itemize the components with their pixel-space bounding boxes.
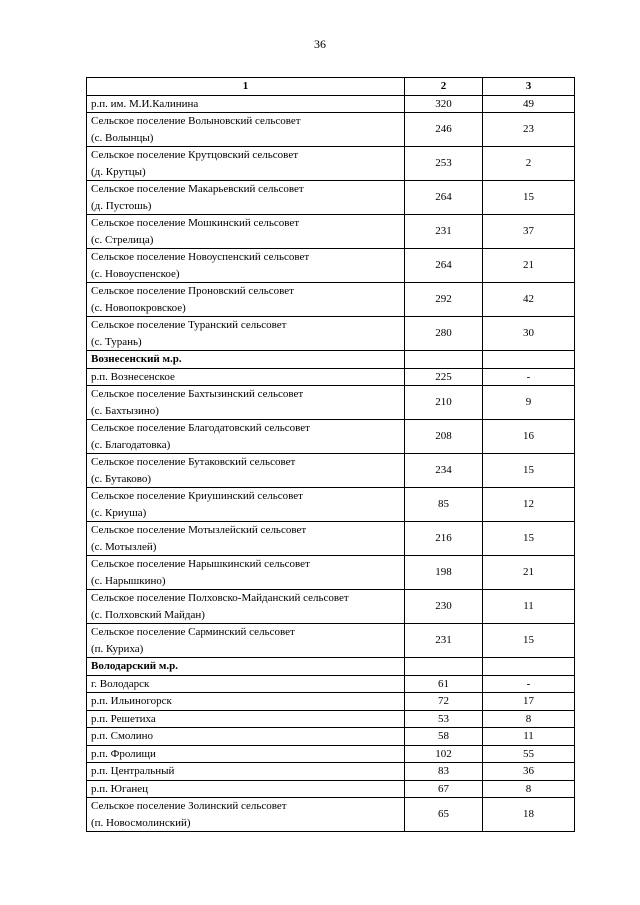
- settlement-name-line: г. Володарск: [91, 677, 150, 690]
- value-col-3-cell: 9: [483, 386, 575, 420]
- settlement-name-line: Вознесенский м.р.: [91, 353, 182, 365]
- settlement-name-line: Сельское поселение Благодатовский сельсовет: [91, 422, 310, 434]
- settlement-name-line: (п. Куриха): [91, 642, 144, 655]
- value-col-3-cell: 15: [483, 454, 575, 488]
- value-col-2-cell: 58: [405, 728, 483, 746]
- settlement-name-line: Володарский м.р.: [91, 660, 178, 672]
- value-col-3-cell: 12: [483, 488, 575, 522]
- settlement-name-line: Сельское поселение Полховско-Майданский сельсовет: [91, 592, 349, 604]
- value-col-2-cell: 67: [405, 780, 483, 798]
- settlement-name-line: р.п. Центральный: [91, 765, 175, 777]
- settlement-name-line: (д. Крутцы): [91, 165, 146, 178]
- settlement-name-cell: [87, 798, 405, 832]
- value-col-3-cell: 21: [483, 556, 575, 590]
- value-col-3-cell: -: [483, 675, 575, 693]
- settlement-name-cell: [87, 454, 405, 488]
- value-col-2-cell: 231: [405, 624, 483, 658]
- table-row: [87, 368, 575, 386]
- value-col-3-cell: [483, 351, 575, 369]
- value-col-3-cell: 55: [483, 745, 575, 763]
- value-col-2-cell: 234: [405, 454, 483, 488]
- value-col-3-cell: 17: [483, 693, 575, 711]
- settlement-name-cell: [87, 556, 405, 590]
- value-col-2-cell: 231: [405, 215, 483, 249]
- value-col-2-cell: 85: [405, 488, 483, 522]
- settlement-name-line: р.п. Решетиха: [91, 712, 156, 725]
- value-col-2-cell: 102: [405, 745, 483, 763]
- value-col-3-cell: 15: [483, 624, 575, 658]
- value-col-2-cell: 253: [405, 147, 483, 181]
- settlement-name-line: (п. Новосмолинский): [91, 816, 191, 829]
- settlement-name-line: (с. Новопокровское): [91, 301, 186, 314]
- settlement-name-cell: [87, 181, 405, 215]
- value-col-3-cell: 11: [483, 728, 575, 746]
- settlement-name-line: р.п. им. М.И.Калинина: [91, 97, 199, 110]
- table-row: [87, 710, 575, 728]
- settlement-name-line: (с. Турань): [91, 335, 142, 348]
- value-col-2-cell: 264: [405, 181, 483, 215]
- settlement-name-line: Сельское поселение Проновский сельсовет: [91, 285, 294, 297]
- value-col-2-cell: 280: [405, 317, 483, 351]
- settlement-name-cell: [87, 624, 405, 658]
- settlement-name-cell: [87, 95, 405, 113]
- value-col-3-cell: 15: [483, 522, 575, 556]
- value-col-3-cell: 2: [483, 147, 575, 181]
- value-col-2-cell: 53: [405, 710, 483, 728]
- table-row: [87, 522, 575, 556]
- value-col-3-cell: 15: [483, 181, 575, 215]
- value-col-2-cell: 216: [405, 522, 483, 556]
- settlement-name-cell: [87, 283, 405, 317]
- value-col-3-cell: 30: [483, 317, 575, 351]
- settlement-name-line: Сельское поселение Бахтызинский сельсовет: [91, 388, 304, 400]
- value-col-2-cell: 208: [405, 420, 483, 454]
- value-col-2-cell: 292: [405, 283, 483, 317]
- value-col-3-cell: 16: [483, 420, 575, 454]
- settlement-name-line: Сельское поселение Туранский сельсовет: [91, 319, 287, 331]
- table-row: [87, 113, 575, 147]
- value-col-2-cell: 210: [405, 386, 483, 420]
- table-row: [87, 454, 575, 488]
- settlements-table: [86, 77, 575, 832]
- value-col-3-cell: [483, 658, 575, 676]
- settlement-name-line: р.п. Фролищи: [91, 747, 156, 760]
- value-col-2-cell: 225: [405, 368, 483, 386]
- settlement-name-line: Сельское поселение Криушинский сельсовет: [91, 490, 303, 502]
- settlement-name-line: (с. Мотызлей): [91, 540, 157, 553]
- value-col-2-cell: [405, 658, 483, 676]
- settlement-name-cell: [87, 728, 405, 746]
- table-header-row: [87, 78, 575, 96]
- value-col-3-cell: 49: [483, 95, 575, 113]
- table-row: [87, 386, 575, 420]
- settlement-name-cell: [87, 488, 405, 522]
- settlement-name-line: р.п. Смолино: [91, 730, 154, 742]
- table-row: [87, 249, 575, 283]
- table-row: [87, 283, 575, 317]
- header-col-3: 3: [483, 78, 575, 96]
- table-row: [87, 798, 575, 832]
- settlement-name-line: Сельское поселение Новоуспенский сельсовет: [91, 251, 310, 263]
- settlement-name-line: (с. Новоуспенское): [91, 267, 180, 280]
- table-row: [87, 317, 575, 351]
- settlement-name-line: (с. Благодатовка): [91, 438, 171, 451]
- settlement-name-line: Сельское поселение Золинский сельсовет: [91, 800, 287, 812]
- table-row: [87, 693, 575, 711]
- value-col-3-cell: -: [483, 368, 575, 386]
- settlement-name-line: Сельское поселение Мотызлейский сельсовет: [91, 524, 307, 536]
- table-body: [87, 78, 575, 832]
- table-row: [87, 590, 575, 624]
- table-row: [87, 420, 575, 454]
- settlement-name-cell: [87, 368, 405, 386]
- settlement-name-line: Сельское поселение Мошкинский сельсовет: [91, 217, 300, 229]
- settlement-name-line: (с. Нарышкино): [91, 574, 166, 587]
- value-col-3-cell: 18: [483, 798, 575, 832]
- section-name-cell: [87, 351, 405, 369]
- page-number: 36: [314, 37, 326, 51]
- section-name-cell: [87, 658, 405, 676]
- table-row: [87, 556, 575, 590]
- table-row: [87, 624, 575, 658]
- settlement-name-cell: [87, 113, 405, 147]
- value-col-3-cell: 11: [483, 590, 575, 624]
- settlement-name-cell: [87, 317, 405, 351]
- settlement-name-cell: [87, 215, 405, 249]
- settlement-name-cell: [87, 763, 405, 781]
- settlement-name-line: (с. Стрелица): [91, 233, 154, 246]
- settlement-name-cell: [87, 693, 405, 711]
- settlement-name-line: Сельское поселение Сарминский сельсовет: [91, 626, 295, 638]
- value-col-3-cell: 42: [483, 283, 575, 317]
- settlement-name-cell: [87, 522, 405, 556]
- table-row: [87, 763, 575, 781]
- settlement-name-line: Сельское поселение Нарышкинский сельсовет: [91, 558, 310, 570]
- settlement-name-cell: [87, 675, 405, 693]
- table-row: [87, 745, 575, 763]
- value-col-2-cell: 230: [405, 590, 483, 624]
- value-col-2-cell: 320: [405, 95, 483, 113]
- value-col-2-cell: 83: [405, 763, 483, 781]
- table-row: [87, 675, 575, 693]
- section-header-row: [87, 351, 575, 369]
- settlement-name-line: р.п. Вознесенское: [91, 370, 175, 383]
- settlement-name-cell: [87, 590, 405, 624]
- settlement-name-line: (с. Бахтызино): [91, 404, 159, 417]
- table-row: [87, 181, 575, 215]
- value-col-2-cell: 65: [405, 798, 483, 832]
- value-col-2-cell: [405, 351, 483, 369]
- settlement-name-line: Сельское поселение Бутаковский сельсовет: [91, 456, 296, 468]
- table-row: [87, 95, 575, 113]
- settlement-name-cell: [87, 386, 405, 420]
- settlement-name-line: (с. Волынцы): [91, 131, 154, 144]
- header-col-2: 2: [405, 78, 483, 96]
- value-col-2-cell: 72: [405, 693, 483, 711]
- settlement-name-line: (с. Бутаково): [91, 472, 151, 485]
- settlement-name-line: Сельское поселение Волыновский сельсовет: [91, 115, 301, 127]
- table-row: [87, 728, 575, 746]
- settlement-name-cell: [87, 710, 405, 728]
- value-col-2-cell: 198: [405, 556, 483, 590]
- settlement-name-cell: [87, 249, 405, 283]
- value-col-3-cell: 8: [483, 710, 575, 728]
- table-row: [87, 147, 575, 181]
- value-col-3-cell: 23: [483, 113, 575, 147]
- table-row: [87, 215, 575, 249]
- settlement-name-line: Сельское поселение Макарьевский сельсовет: [91, 183, 304, 195]
- settlement-name-cell: [87, 780, 405, 798]
- value-col-3-cell: 21: [483, 249, 575, 283]
- table-row: [87, 780, 575, 798]
- value-col-2-cell: 264: [405, 249, 483, 283]
- header-col-1: 1: [87, 78, 405, 96]
- settlement-name-line: р.п. Юганец: [91, 782, 148, 795]
- settlement-name-cell: [87, 147, 405, 181]
- settlement-name-line: (с. Полховский Майдан): [91, 608, 205, 621]
- settlement-name-cell: [87, 745, 405, 763]
- table-row: [87, 488, 575, 522]
- settlement-name-line: р.п. Ильиногорск: [91, 695, 172, 707]
- settlement-name-line: Сельское поселение Крутцовский сельсовет: [91, 149, 299, 161]
- settlement-name-line: (с. Криуша): [91, 506, 147, 519]
- value-col-3-cell: 37: [483, 215, 575, 249]
- settlement-name-cell: [87, 420, 405, 454]
- value-col-2-cell: 61: [405, 675, 483, 693]
- value-col-2-cell: 246: [405, 113, 483, 147]
- settlement-name-line: (д. Пустошь): [91, 199, 152, 212]
- value-col-3-cell: 36: [483, 763, 575, 781]
- value-col-3-cell: 8: [483, 780, 575, 798]
- section-header-row: [87, 658, 575, 676]
